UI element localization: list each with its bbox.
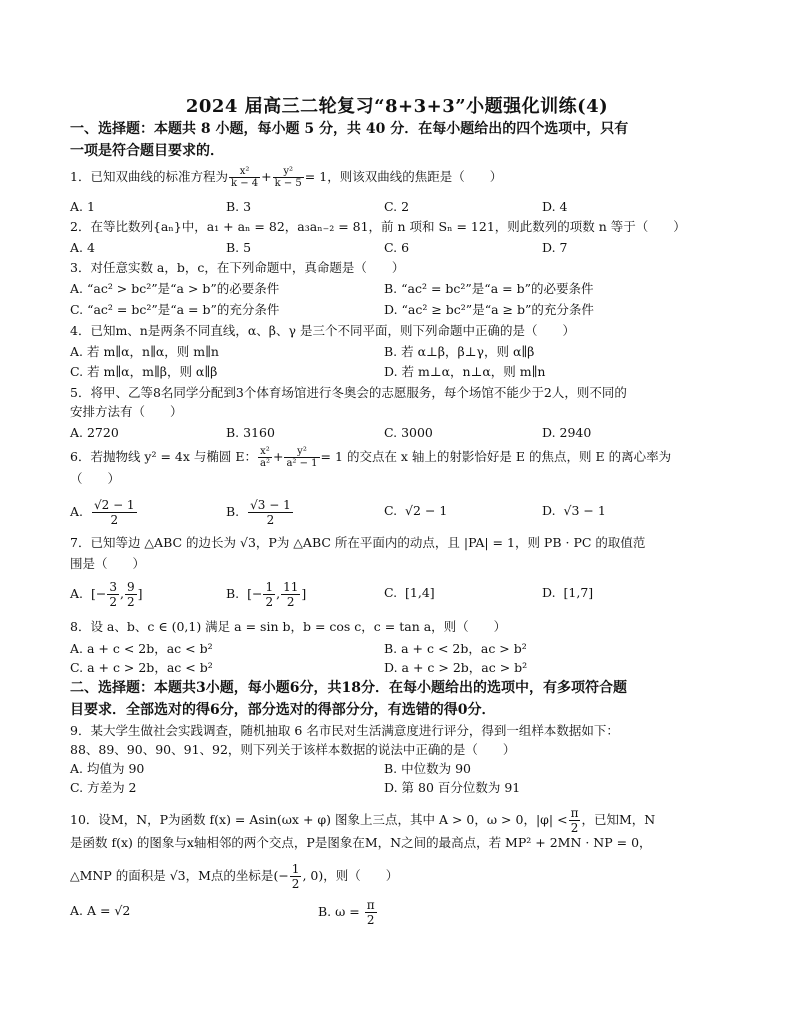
q1-option-d[interactable]: D. 4 [542,199,568,214]
fraction: $\frac{\text{y²}}{k - 5}$ [274,166,302,189]
q7-option-b[interactable]: B. [− $\frac{1}{2}$ , $\frac{11}{2}$ ] [226,580,307,609]
question-10-stem-cont: 是函数 f(x) 的图象与x轴相邻的两个交点，P是图象在M，N之间的最高点，若 MP² + 2MN · NP = 0， [70,835,652,850]
question-9-stem: 9．某大学生做社会实践调查，随机抽取 6 名市民对生活满意度进行评分，得到一组样本数据如下： [70,723,619,738]
q2-option-a[interactable]: A. 4 [70,240,95,255]
q10-option-b[interactable]: B. ω = $\frac{\pi}{2}$ [318,898,375,927]
q8-option-c[interactable]: C. a + c > 2b，ac < b² [70,660,213,675]
question-6-stem-cont: （ ） [70,471,121,486]
q3-option-d[interactable]: D. “ac² ≥ bc²”是“a ≥ b”的充分条件 [384,302,594,317]
question-5-stem-cont: 安排方法有（ ） [70,404,183,419]
q4-option-c[interactable]: C. 若 m∥α，m∥β，则 α∥β [70,364,218,379]
q1-option-c[interactable]: C. 2 [384,199,410,214]
question-9-stem-cont: 88、89、90、90、91、92，则下列关于该样本数据的说法中正确的是（ ） [70,742,516,757]
section2-heading: 二、选择题：本题共3小题，每小题6分，共18分．在每小题给出的选项中，有多项符合题 [70,680,627,696]
question-6-stem: 6．若抛物线 y² = 4x 与椭圆 E： $\frac{\text{x²}}{\text{a²}}$ + $\frac{\text{y²}}{\text{a² − 1}}$ = 1 的交点在 x 轴上的射影恰好是 E 的焦点，则 E 的离心率为 [70,446,672,469]
q9-option-d[interactable]: D. 第 80 百分位数为 91 [384,780,521,795]
fraction: $\frac{\text{x²}}{k - 4}$ [230,166,259,189]
page-title: 2024 届高三二轮复习“8+3+3”小题强化训练(4) [185,96,609,117]
q3-option-a[interactable]: A. “ac² > bc²”是“a > b”的必要条件 [70,281,280,296]
q8-option-d[interactable]: D. a + c > 2b，ac > b² [384,660,528,675]
q5-option-c[interactable]: C. 3000 [384,425,433,440]
question-7-stem: 7．已知等边 △ABC 的边长为 √3，P为 △ABC 所在平面内的动点，且 |PA| = 1，则 PB · PC 的取值范 [70,535,646,550]
question-7-stem-cont: 围是（ ） [70,556,146,571]
fraction: $\frac{\pi}{2}$ [570,806,579,835]
q10-option-a[interactable]: A. A = √2 [70,903,131,918]
question-5-stem: 5．将甲、乙等8名同学分配到3个体育场馆进行冬奥会的志愿服务，每个场馆不能少于2人，则不同的 [70,385,627,400]
q3-option-b[interactable]: B. “ac² = bc²”是“a = b”的必要条件 [384,281,594,296]
q1-option-b[interactable]: B. 3 [226,199,252,214]
q8-option-b[interactable]: B. a + c < 2b，ac > b² [384,641,527,656]
q6-option-c[interactable]: C. √2 − 1 [384,503,448,518]
q4-option-b[interactable]: B. 若 α⊥β，β⊥γ，则 α∥β [384,344,535,359]
section1-heading: 一、选择题：本题共 8 小题，每小题 5 分，共 40 分．在每小题给出的四个选项中，只有 [70,121,629,137]
q6-option-d[interactable]: D. √3 − 1 [542,503,606,518]
fraction: $\frac{1}{2}$ [291,862,300,891]
q4-option-d[interactable]: D. 若 m⊥α，n⊥α，则 m∥n [384,364,546,379]
q5-option-d[interactable]: D. 2940 [542,425,592,440]
q2-option-c[interactable]: C. 6 [384,240,410,255]
q2-option-d[interactable]: D. 7 [542,240,568,255]
q7-option-d[interactable]: D. [1,7] [542,585,594,600]
section1-heading-cont: 一项是符合题目要求的． [70,143,224,159]
q1-option-a[interactable]: A. 1 [70,199,95,214]
q9-option-c[interactable]: C. 方差为 2 [70,780,137,795]
question-10-stem-cont2: △MNP 的面积是 √3，M点的坐标是(− $\frac{1}{2}$ , 0)，则（ ） [70,862,399,891]
q9-option-a[interactable]: A. 均值为 90 [70,761,145,776]
section2-heading-cont: 目要求．全部选对的得6分，部分选对的得部分分，有选错的得0分． [70,702,496,718]
question-3-stem: 3．对任意实数 a，b，c，在下列命题中，真命题是（ ） [70,260,405,275]
q4-option-a[interactable]: A. 若 m∥α，n∥α，则 m∥n [70,344,219,359]
q6-option-b[interactable]: B. $\frac{√3 - 1}{2}$ [226,498,291,527]
fraction: $\frac{\text{y²}}{\text{a² − 1}}$ [286,446,318,469]
question-10-stem: 10．设M，N，P为函数 f(x) = Asin(ωx + φ) 图象上三点，其中 A > 0，ω > 0，|φ| < $\frac{\pi}{2}$ ，已知M，N [70,806,656,835]
q5-option-b[interactable]: B. 3160 [226,425,275,440]
q3-option-c[interactable]: C. “ac² = bc²”是“a = b”的充分条件 [70,302,280,317]
q7-option-c[interactable]: C. [1,4] [384,585,435,600]
question-8-stem: 8．设 a、b、c ∈ (0,1) 满足 a = sin b，b = cos c，c = tan a，则（ ） [70,619,507,634]
q6-option-a[interactable]: A. $\frac{√2 - 1}{2}$ [70,498,135,527]
fraction: $\frac{\text{x²}}{\text{a²}}$ [260,446,270,469]
question-2-stem: 2．在等比数列{aₙ}中，a₁ + aₙ = 82，a₃aₙ₋₂ = 81，前 n 项和 Sₙ = 121，则此数列的项数 n 等于（ ） [70,219,686,234]
question-1-stem: 1．已知双曲线的标准方程为 $\frac{\text{x²}}{k - 4}$ + $\frac{\text{y²}}{k - 5}$ = 1，则该双曲线的焦距是（ ） [70,166,503,189]
q2-option-b[interactable]: B. 5 [226,240,252,255]
q7-option-a[interactable]: A. [− $\frac{3}{2}$ , $\frac{9}{2}$ ] [70,580,143,609]
q9-option-b[interactable]: B. 中位数为 90 [384,761,472,776]
question-4-stem: 4．已知m、n是两条不同直线，α、β、γ 是三个不同平面，则下列命题中正确的是（ ） [70,323,575,338]
q8-option-a[interactable]: A. a + c < 2b，ac < b² [70,641,213,656]
q5-option-a[interactable]: A. 2720 [70,425,119,440]
